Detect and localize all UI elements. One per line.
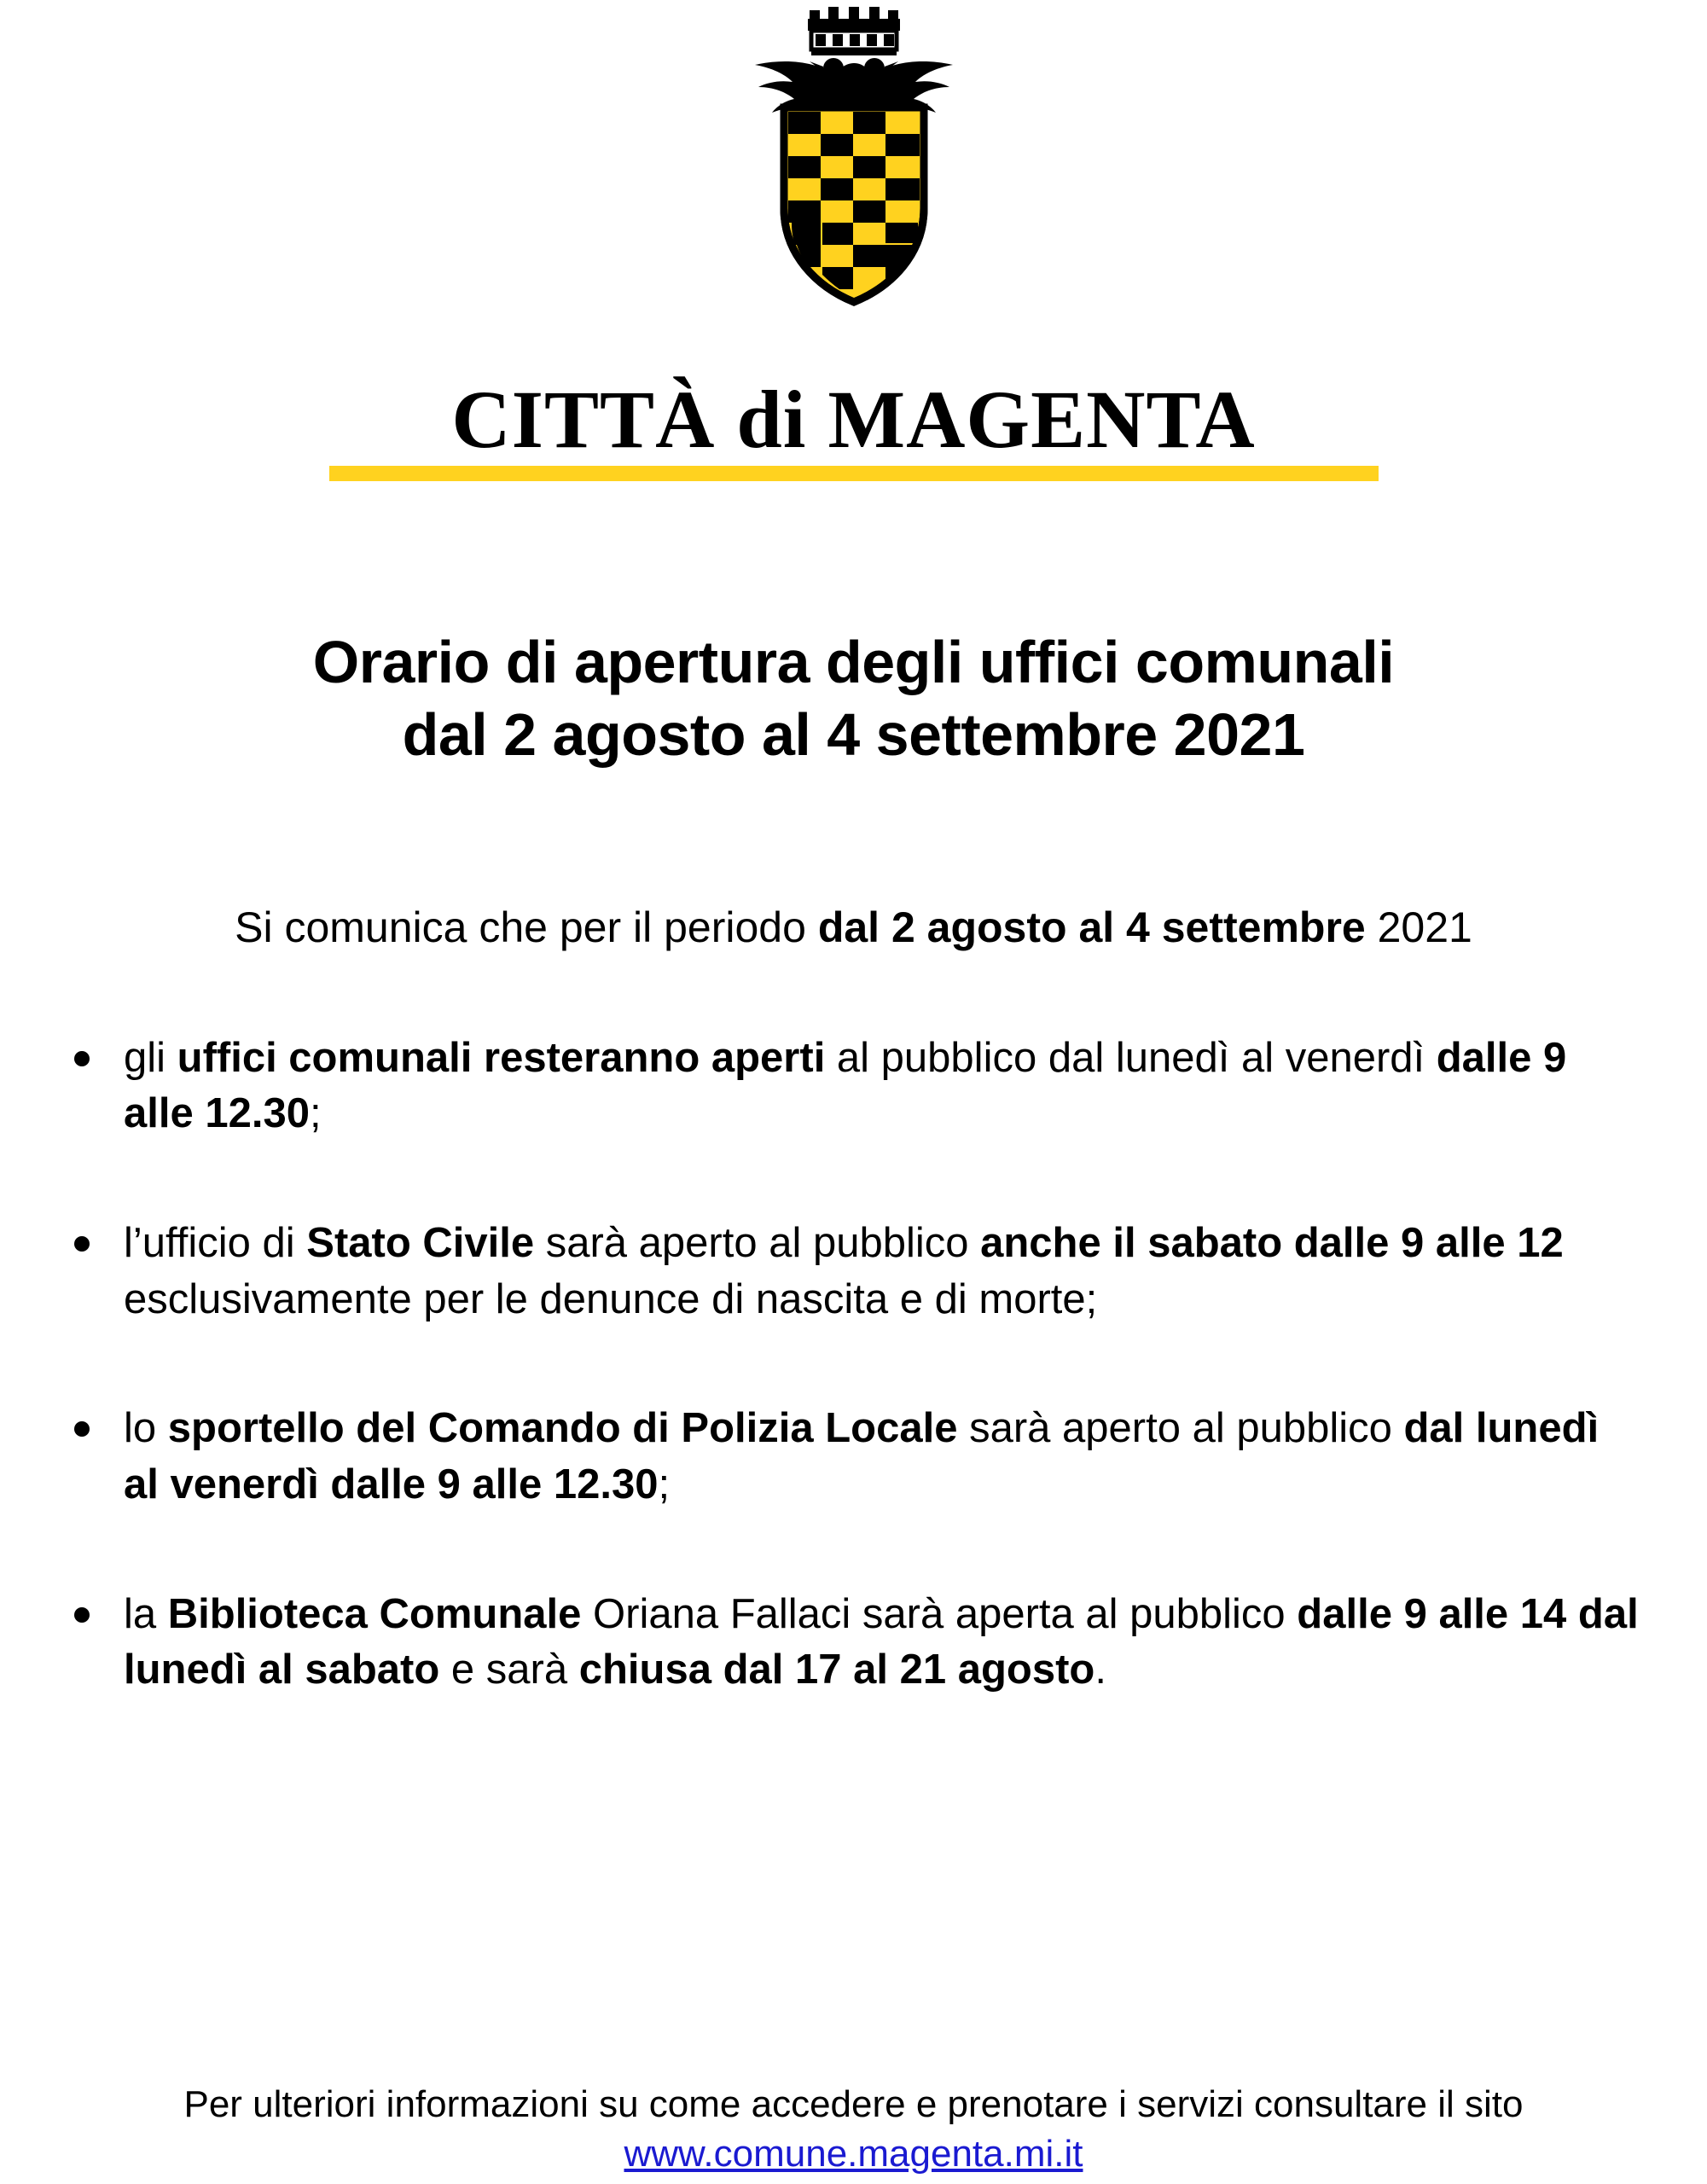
page-title-line-1: Orario di apertura degli uffici comunali xyxy=(312,629,1395,695)
bullet-1-part-1: gli xyxy=(124,1034,177,1081)
list-item xyxy=(64,1587,1643,1699)
bullet-1-part-3: ; xyxy=(309,1090,322,1137)
list-item xyxy=(64,1401,1643,1513)
bullet-2-part-3: esclusivamente per le denunce di nascita e di morte; xyxy=(124,1275,1098,1322)
bullet-3-strong-2: dal lunedì al venerdì dalle 9 alle 12.30 xyxy=(124,1405,1600,1508)
bullet-4-part-2: Oriana Fallaci sarà aperta al pubblico xyxy=(581,1590,1298,1637)
bullet-3-part-1: lo xyxy=(124,1405,168,1452)
intro-text-pre: Si comunica che per il periodo xyxy=(235,903,818,951)
bullet-3-part-3: ; xyxy=(658,1461,671,1508)
bullet-2-strong-1: Stato Civile xyxy=(306,1220,535,1267)
bullet-dot-icon xyxy=(74,1236,90,1252)
intro-text-strong: dal 2 agosto al 4 settembre xyxy=(817,903,1366,951)
list-item xyxy=(64,1216,1643,1327)
bullet-dot-icon xyxy=(74,1051,90,1066)
bullet-3-strong-1: sportello del Comando di Polizia Locale xyxy=(167,1405,958,1452)
bullet-4-part-3: e sarà xyxy=(439,1647,579,1693)
bullet-2-strong-2: anche il sabato dalle 9 alle 12 xyxy=(980,1220,1564,1267)
page-title xyxy=(0,626,1707,772)
bullet-3-part-2: sarà aperto al pubblico xyxy=(957,1405,1404,1452)
title-underline xyxy=(329,466,1379,481)
bullet-2-part-1: l’ufficio di xyxy=(124,1220,307,1267)
intro-paragraph xyxy=(0,900,1707,956)
bullet-dot-icon xyxy=(74,1607,90,1623)
bullet-1-strong-1: uffici comunali resteranno aperti xyxy=(177,1034,826,1081)
footer xyxy=(0,2080,1707,2179)
header-block xyxy=(0,0,1707,481)
bullet-1-strong-2: dalle 9 alle 12.30 xyxy=(124,1034,1567,1137)
bullet-dot-icon xyxy=(74,1421,90,1437)
bullet-4-strong-1: Biblioteca Comunale xyxy=(167,1590,582,1637)
list-item xyxy=(64,1031,1643,1142)
notice-list xyxy=(0,1031,1707,1699)
city-title: CITTÀ di MAGENTA xyxy=(451,374,1256,465)
bullet-2-part-2: sarà aperto al pubblico xyxy=(534,1220,981,1267)
intro-text-post: 2021 xyxy=(1365,903,1472,951)
website-link[interactable]: www.comune.magenta.mi.it xyxy=(624,2132,1083,2175)
bullet-4-strong-3: chiusa dal 17 al 21 agosto xyxy=(578,1647,1095,1693)
bullet-4-strong-2: dalle 9 alle 14 dal lunedì al sabato xyxy=(124,1590,1639,1693)
coat-of-arms-icon xyxy=(683,7,1025,374)
bullet-4-part-1: la xyxy=(124,1590,168,1637)
page-title-line-2: dal 2 agosto al 4 settembre 2021 xyxy=(402,701,1305,769)
bullet-4-part-4: . xyxy=(1094,1647,1106,1693)
bullet-1-part-2: al pubblico dal lunedì al venerdì xyxy=(825,1034,1437,1081)
footer-text: Per ulteriori informazioni su come accedere e prenotare i servizi consultare il sito xyxy=(183,2082,1524,2125)
